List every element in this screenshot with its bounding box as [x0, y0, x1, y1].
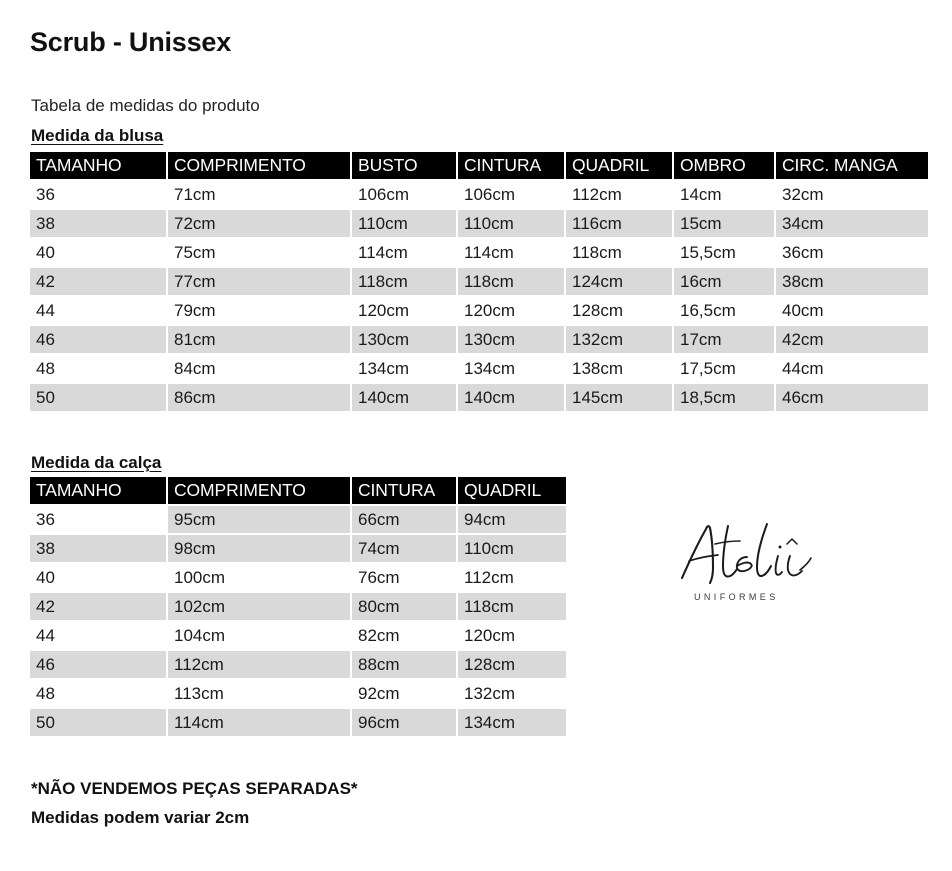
cell-quadril: 94cm: [458, 506, 566, 535]
column-header-ombro: OMBRO: [674, 152, 776, 181]
cell-quadril: 112cm: [458, 564, 566, 593]
cell-ombro: 16,5cm: [674, 297, 776, 326]
table-header-row: [30, 152, 928, 181]
cell-busto: 114cm: [352, 239, 458, 268]
table-row: [30, 506, 566, 535]
cell-ombro: 16cm: [674, 268, 776, 297]
table-row: [30, 622, 566, 651]
cell-ombro: 15,5cm: [674, 239, 776, 268]
column-header-busto: BUSTO: [352, 152, 458, 181]
table-row: [30, 564, 566, 593]
cell-cintura: 118cm: [458, 268, 566, 297]
cell-comprimento: 98cm: [168, 535, 352, 564]
table-row: [30, 210, 928, 239]
table-row: [30, 326, 928, 355]
table-row: [30, 651, 566, 680]
cell-cintura: 88cm: [352, 651, 458, 680]
table-row: [30, 239, 928, 268]
cell-circ-manga: 44cm: [776, 355, 928, 384]
table-header-row: [30, 477, 566, 506]
cell-quadril: 134cm: [458, 709, 566, 738]
column-header-quadril: QUADRIL: [566, 152, 674, 181]
cell-busto: 140cm: [352, 384, 458, 413]
cell-quadril: 118cm: [458, 593, 566, 622]
cell-comprimento: 86cm: [168, 384, 352, 413]
cell-busto: 106cm: [352, 181, 458, 210]
cell-comprimento: 77cm: [168, 268, 352, 297]
cell-comprimento: 79cm: [168, 297, 352, 326]
cell-quadril: 112cm: [566, 181, 674, 210]
cell-cintura: 110cm: [458, 210, 566, 239]
column-header-tamanho: TAMANHO: [30, 152, 168, 181]
cell-ombro: 15cm: [674, 210, 776, 239]
blusa-measurements-table: [30, 152, 928, 413]
cell-tamanho: 36: [30, 506, 168, 535]
cell-ombro: 14cm: [674, 181, 776, 210]
cell-comprimento: 72cm: [168, 210, 352, 239]
cell-quadril: 128cm: [458, 651, 566, 680]
blusa-table-head: [30, 152, 928, 181]
cell-ombro: 17,5cm: [674, 355, 776, 384]
table-row: [30, 593, 566, 622]
column-header-comprimento: COMPRIMENTO: [168, 152, 352, 181]
cell-cintura: 82cm: [352, 622, 458, 651]
cell-cintura: 96cm: [352, 709, 458, 738]
cell-comprimento: 84cm: [168, 355, 352, 384]
cell-circ-manga: 46cm: [776, 384, 928, 413]
cell-cintura: 140cm: [458, 384, 566, 413]
cell-cintura: 130cm: [458, 326, 566, 355]
cell-circ-manga: 38cm: [776, 268, 928, 297]
cell-tamanho: 42: [30, 268, 168, 297]
blusa-table-body: [30, 181, 928, 413]
cell-quadril: 132cm: [566, 326, 674, 355]
cell-comprimento: 100cm: [168, 564, 352, 593]
cell-cintura: 92cm: [352, 680, 458, 709]
cell-quadril: 138cm: [566, 355, 674, 384]
cell-tamanho: 42: [30, 593, 168, 622]
table-row: [30, 680, 566, 709]
cell-circ-manga: 32cm: [776, 181, 928, 210]
cell-circ-manga: 40cm: [776, 297, 928, 326]
table-intro-text: Tabela de medidas do produto: [31, 96, 260, 115]
calca-measurements-table: [30, 477, 566, 738]
table-row: [30, 709, 566, 738]
cell-comprimento: 95cm: [168, 506, 352, 535]
cell-tamanho: 44: [30, 622, 168, 651]
table-row: [30, 355, 928, 384]
cell-circ-manga: 42cm: [776, 326, 928, 355]
cell-comprimento: 114cm: [168, 709, 352, 738]
cell-quadril: 116cm: [566, 210, 674, 239]
cell-busto: 130cm: [352, 326, 458, 355]
cell-comprimento: 104cm: [168, 622, 352, 651]
column-header-quadril: QUADRIL: [458, 477, 566, 506]
cell-cintura: 66cm: [352, 506, 458, 535]
note-measurement-variation: Medidas podem variar 2cm: [31, 808, 250, 827]
cell-cintura: 134cm: [458, 355, 566, 384]
cell-tamanho: 36: [30, 181, 168, 210]
cell-comprimento: 113cm: [168, 680, 352, 709]
cell-tamanho: 40: [30, 564, 168, 593]
cell-comprimento: 75cm: [168, 239, 352, 268]
cell-comprimento: 71cm: [168, 181, 352, 210]
cell-ombro: 17cm: [674, 326, 776, 355]
cell-comprimento: 81cm: [168, 326, 352, 355]
cell-tamanho: 50: [30, 384, 168, 413]
cell-tamanho: 48: [30, 680, 168, 709]
cell-circ-manga: 36cm: [776, 239, 928, 268]
table-row: [30, 297, 928, 326]
cell-tamanho: 46: [30, 651, 168, 680]
table-row: [30, 268, 928, 297]
cell-busto: 118cm: [352, 268, 458, 297]
table-row: [30, 181, 928, 210]
cell-quadril: 118cm: [566, 239, 674, 268]
cell-tamanho: 44: [30, 297, 168, 326]
cell-tamanho: 38: [30, 535, 168, 564]
cell-cintura: 114cm: [458, 239, 566, 268]
column-header-cintura: CINTURA: [352, 477, 458, 506]
cell-quadril: 110cm: [458, 535, 566, 564]
cell-busto: 110cm: [352, 210, 458, 239]
cell-comprimento: 112cm: [168, 651, 352, 680]
cell-cintura: 80cm: [352, 593, 458, 622]
column-header-cintura: CINTURA: [458, 152, 566, 181]
brand-wordmark: UNIFORMES: [694, 592, 779, 602]
section-heading-calca: Medida da calça: [31, 453, 162, 472]
cell-tamanho: 50: [30, 709, 168, 738]
cell-tamanho: 40: [30, 239, 168, 268]
cell-busto: 134cm: [352, 355, 458, 384]
cell-cintura: 76cm: [352, 564, 458, 593]
cell-quadril: 124cm: [566, 268, 674, 297]
cell-circ-manga: 34cm: [776, 210, 928, 239]
cell-tamanho: 48: [30, 355, 168, 384]
page-title: Scrub - Unissex: [30, 27, 232, 57]
cell-cintura: 106cm: [458, 181, 566, 210]
table-row: [30, 384, 928, 413]
cell-tamanho: 38: [30, 210, 168, 239]
cell-comprimento: 102cm: [168, 593, 352, 622]
cell-cintura: 120cm: [458, 297, 566, 326]
cell-busto: 120cm: [352, 297, 458, 326]
note-no-separate-pieces: *NÃO VENDEMOS PEÇAS SEPARADAS*: [31, 779, 358, 798]
cell-cintura: 74cm: [352, 535, 458, 564]
cell-quadril: 145cm: [566, 384, 674, 413]
column-header-circ-manga: CIRC. MANGA: [776, 152, 928, 181]
cell-quadril: 120cm: [458, 622, 566, 651]
cell-ombro: 18,5cm: [674, 384, 776, 413]
table-row: [30, 535, 566, 564]
cell-quadril: 132cm: [458, 680, 566, 709]
column-header-comprimento: COMPRIMENTO: [168, 477, 352, 506]
calca-table-body: [30, 506, 566, 738]
calca-table-head: [30, 477, 566, 506]
cell-tamanho: 46: [30, 326, 168, 355]
cell-quadril: 128cm: [566, 297, 674, 326]
section-heading-blusa: Medida da blusa: [31, 126, 164, 145]
column-header-tamanho: TAMANHO: [30, 477, 168, 506]
